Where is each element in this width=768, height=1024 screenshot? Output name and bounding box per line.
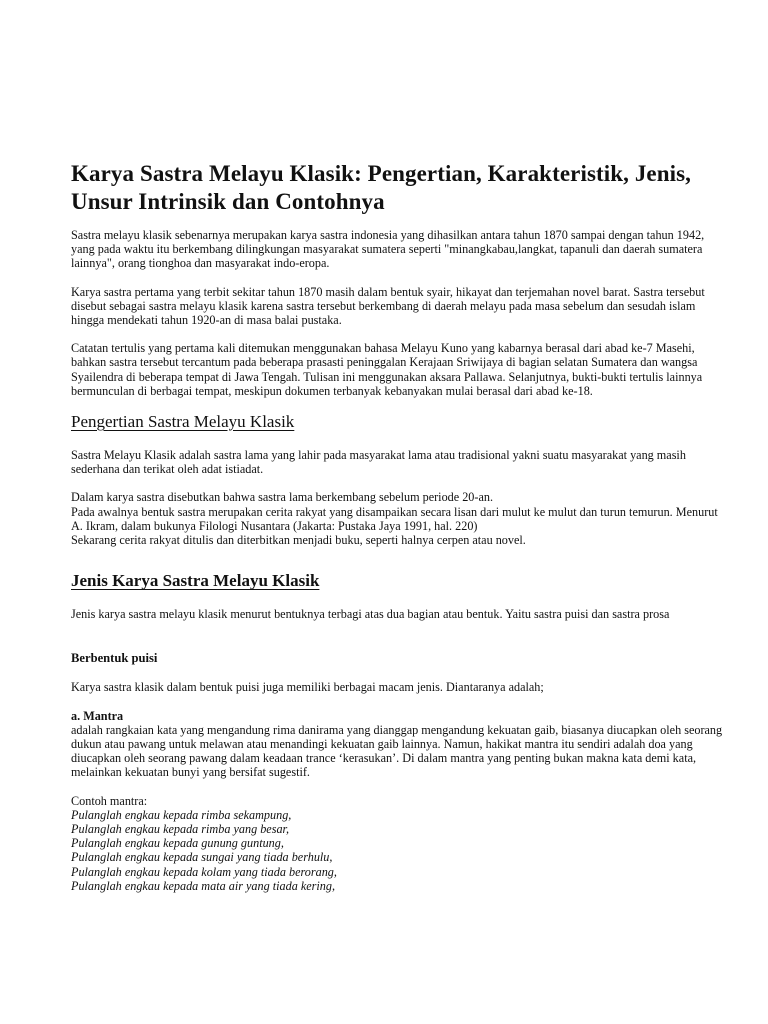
sub-heading-berbentuk-puisi: Berbentuk puisi xyxy=(71,651,158,666)
section-heading-jenis: Jenis Karya Sastra Melayu Klasik xyxy=(71,571,320,591)
poem-line-6: Pulanglah engkau kepada mata air yang tiada kering, xyxy=(71,878,336,893)
mantra-text: adalah rangkaian kata yang mengandung rima danirama yang dianggap mengandung kekuatan gaib, biasanya diucapkan oleh seorang dukun atau pawang untuk melawan atau menandingi kekuatan gaib lainnya. Namun, hakikat mantra itu sendiri adalah doa yang diucapkan oleh seorang pawang dalam keadaan trance ‘kerasukan’. Di dalam mantra yang penting bukan makna kata demi kata, melainkan kekuatan bunyi yang bersifat sugestif. xyxy=(71,722,723,780)
contoh-mantra-block xyxy=(71,794,728,893)
intro-paragraph-2: Karya sastra pertama yang terbit sekitar tahun 1870 masih dalam bentuk syair, hikayat dan terjemahan novel barat. Sastra tersebut disebut sebagai sastra melayu klasik karena sastra tersebut berkembang di daerah melayu pada masa sebelum dan sesudah islam hingga mendekati tahun 1920-an di masa balai pustaka. xyxy=(71,284,705,328)
poem-line-3: Pulanglah engkau kepada gunung guntung, xyxy=(71,836,284,851)
pengertian-line-1: Dalam karya sastra disebutkan bahwa sastra lama berkembang sebelum periode 20-an. xyxy=(71,490,494,505)
poem-line-5: Pulanglah engkau kepada kolam yang tiada berorang, xyxy=(71,864,337,879)
contoh-label: Contoh mantra: xyxy=(71,793,148,808)
intro-paragraph-3: Catatan tertulis yang pertama kali ditemukan menggunakan bahasa Melayu Kuno yang kabarnya berasal dari abad ke-7 Masehi, bahkan sastra tersebut tercantum pada beberapa prasasti peninggalan Kerajaan Sriwijaya di bagian selatan Sumatera dan wangsa Syailendra di beberapa tempat di Jawa Tengah. Tulisan ini menggunakan aksara Pallawa. Selanjutnya, bukti-bukti tertulis lainnya bermunculan di berbagai tempat, meskipun dokumen terbanyak kebanyakan mulai berasal dari abad ke-18. xyxy=(71,341,703,398)
pengertian-paragraph-2 xyxy=(71,490,728,547)
pengertian-line-2: Pada awalnya bentuk sastra merupakan cerita rakyat yang disampaikan secara lisan dari mulut ke mulut dan turun temurun. Menurut A. Ikram, dalam bukunya Filologi Nusantara (Jakarta: Pustaka Jaya 1991, hal. 220) xyxy=(71,504,718,533)
intro-paragraph-1: Sastra melayu klasik sebenarnya merupakan karya sastra indonesia yang dihasilkan antara tahun 1870 sampai dengan tahun 1942, yang pada waktu itu berkembang dilingkungan masyarakat sumatera seperti "minangkabau,langkat, tapanuli dan daerah sumatera lainnya", orang tionghoa dan masyarakat indo-eropa. xyxy=(71,228,705,271)
poem-line-2: Pulanglah engkau kepada rimba yang besar, xyxy=(71,822,289,837)
mantra-block xyxy=(71,709,728,780)
jenis-paragraph-2: Karya sastra klasik dalam bentuk puisi juga memiliki berbagai macam jenis. Diantaranya adalah; xyxy=(71,680,544,695)
jenis-paragraph-1: Jenis karya sastra melayu klasik menurut bentuknya terbagi atas dua bagian atau bentuk. Yaitu sastra puisi dan sastra prosa xyxy=(71,607,670,622)
article-title: Karya Sastra Melayu Klasik: Pengertian, Karakteristik, Jenis, Unsur Intrinsik dan Contohnya xyxy=(71,161,692,214)
mantra-label: a. Mantra xyxy=(71,708,124,723)
section-heading-pengertian: Pengertian Sastra Melayu Klasik xyxy=(71,412,295,432)
pengertian-paragraph-1: Sastra Melayu Klasik adalah sastra lama yang lahir pada masyarakat lama atau tradisional yakni suatu masyarakat yang masih sederhana dan terikat oleh adat istiadat. xyxy=(71,448,686,477)
pengertian-line-3: Sekarang cerita rakyat ditulis dan diterbitkan menjadi buku, seperti halnya cerpen atau novel. xyxy=(71,533,526,548)
poem-line-4: Pulanglah engkau kepada sungai yang tiada berhulu, xyxy=(71,850,333,865)
poem-line-1: Pulanglah engkau kepada rimba sekampung, xyxy=(71,807,292,822)
